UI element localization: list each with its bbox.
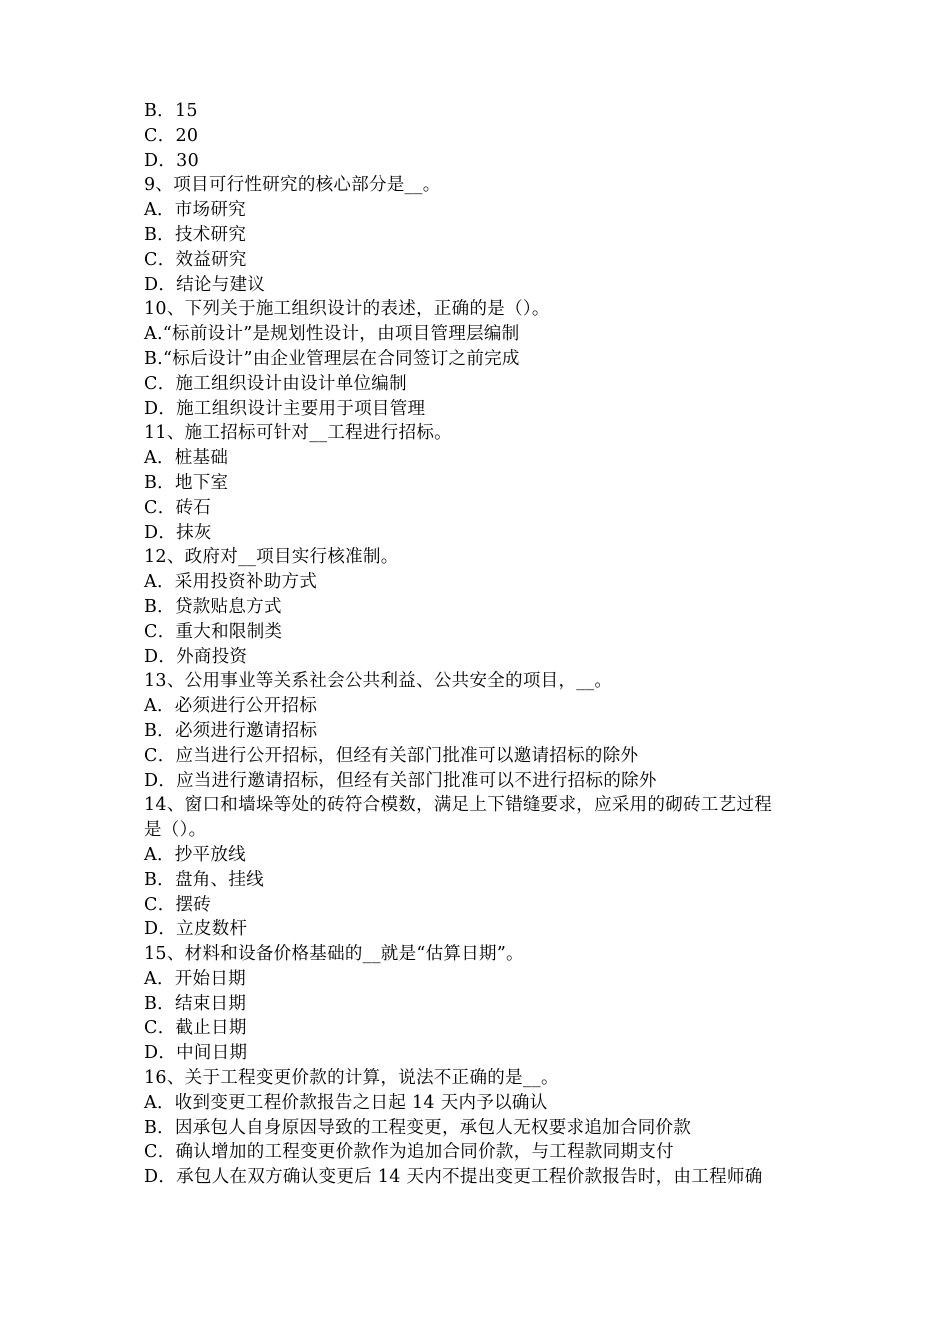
text-line: B．结束日期 bbox=[144, 993, 247, 1014]
text-line: A．采用投资补助方式 bbox=[144, 572, 318, 593]
text-line: D．30 bbox=[144, 150, 199, 171]
document-body bbox=[144, 99, 812, 1190]
text-line: C．重大和限制类 bbox=[144, 621, 283, 642]
text-line: C．确认增加的工程变更价款作为追加合同价款，与工程款同期支付 bbox=[144, 1142, 674, 1163]
question-10: 10、下列关于施工组织设计的表述，正确的是（）。 bbox=[144, 299, 550, 320]
text-line: B.“标后设计”由企业管理层在合同签订之前完成 bbox=[144, 348, 520, 369]
text-line: C．截止日期 bbox=[144, 1018, 247, 1039]
text-line: D．立皮数杆 bbox=[144, 919, 248, 940]
question-12: 12、政府对__项目实行核准制。 bbox=[144, 547, 399, 568]
question-13: 13、公用事业等关系社会公共利益、公共安全的项目，__。 bbox=[144, 671, 613, 692]
text-line: A.“标前设计”是规划性设计，由项目管理层编制 bbox=[144, 324, 520, 345]
text-line: C．砖石 bbox=[144, 497, 212, 518]
text-line: C．20 bbox=[144, 125, 199, 146]
text-line: A．收到变更工程价款报告之日起 14 天内予以确认 bbox=[144, 1092, 548, 1113]
text-line: D．抹灰 bbox=[144, 522, 212, 543]
text-line: B．必须进行邀请招标 bbox=[144, 720, 318, 741]
text-line: 是（）。 bbox=[144, 820, 207, 841]
text-line: B．15 bbox=[144, 101, 198, 121]
question-16: 16、关于工程变更价款的计算，说法不正确的是__。 bbox=[144, 1068, 559, 1089]
text-line: A．抄平放线 bbox=[144, 844, 246, 865]
question-11: 11、施工招标可针对__工程进行招标。 bbox=[144, 423, 452, 444]
question-15: 15、材料和设备价格基础的__就是“估算日期”。 bbox=[144, 944, 524, 965]
text-line: A．市场研究 bbox=[144, 200, 246, 221]
text-line: C．施工组织设计由设计单位编制 bbox=[144, 373, 407, 394]
text-line: D．中间日期 bbox=[144, 1043, 248, 1064]
text-line: D．施工组织设计主要用于项目管理 bbox=[144, 398, 426, 419]
text-line: B．盘角、挂线 bbox=[144, 869, 264, 890]
text-line: B．贷款贴息方式 bbox=[144, 596, 282, 617]
text-line: D．结论与建议 bbox=[144, 274, 266, 295]
text-line: B．技术研究 bbox=[144, 224, 247, 245]
text-line: B．因承包人自身原因导致的工程变更，承包人无权要求追加合同价款 bbox=[144, 1117, 692, 1138]
text-line: B．地下室 bbox=[144, 472, 229, 493]
text-line: A．必须进行公开招标 bbox=[144, 696, 318, 717]
text-line: D．应当进行邀请招标，但经有关部门批准可以不进行招标的除外 bbox=[144, 770, 657, 791]
text-line: C．应当进行公开招标，但经有关部门批准可以邀请招标的除外 bbox=[144, 745, 639, 766]
question-9: 9、项目可行性研究的核心部分是__。 bbox=[144, 175, 441, 196]
text-line: A．桩基础 bbox=[144, 448, 229, 469]
text-line: A．开始日期 bbox=[144, 968, 246, 989]
text-line: D．外商投资 bbox=[144, 646, 248, 667]
question-14: 14、窗口和墙垛等处的砖符合模数，满足上下错缝要求，应采用的砌砖工艺过程 bbox=[144, 795, 773, 816]
text-line: C．摆砖 bbox=[144, 894, 212, 915]
text-line: C．效益研究 bbox=[144, 249, 247, 270]
text-line: D．承包人在双方确认变更后 14 天内不提出变更工程价款报告时，由工程师确 bbox=[144, 1167, 763, 1188]
